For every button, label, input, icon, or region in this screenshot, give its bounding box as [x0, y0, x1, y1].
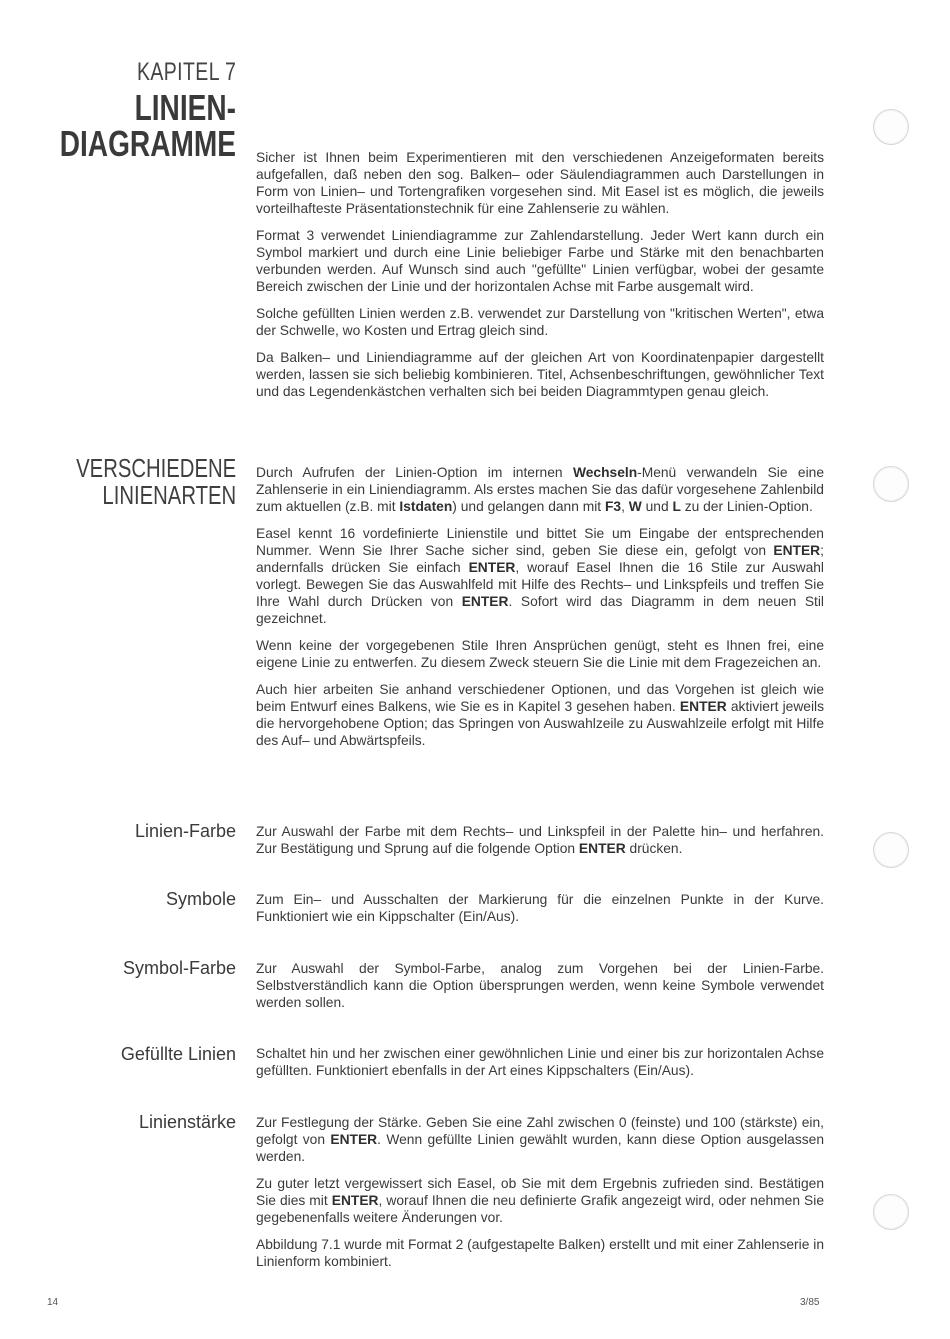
binder-hole: [873, 1194, 909, 1230]
binder-hole: [873, 109, 909, 145]
option-heading-linienstaerke: Linienstärke: [138, 1112, 236, 1132]
option-heading-symbole: Symbole: [165, 889, 236, 909]
chapter-title-line2: DIAGRAMME: [59, 123, 236, 164]
paragraph: Solche gefüllten Linien werden z.B. verwendet zur Darstellung von "kritischen Werten", etwa der Schwelle, wo Kosten und Ertrag gleich sind.: [256, 306, 824, 338]
option-text-linienstaerke: Zur Festlegung der Stärke. Geben Sie eine Zahl zwischen 0 (feinste) und 100 (stärkste) ein, gefolgt von ENTER. Wenn gefüllte Linien gewählt wurden, kann diese Option ausgelassen werden. Zu guter letzt vergewissert sich Easel, ob Sie mit dem Ergebnis zufrieden sind. Bestätigen Sie dies mit ENTER, worauf Ihnen die neu definierte Grafik angezeigt wird, oder nehmen Sie gegebenenfalls weitere Änderungen vor. Abbildung 7.1 wurde mit Format 2 (aufgestapelte Balken) erstellt und mit einer Zahlenserie in Linienform kombiniert.: [256, 1115, 824, 1269]
binder-hole: [873, 832, 909, 868]
paragraph: Da Balken– und Liniendiagramme auf der gleichen Art von Koordinatenpapier dargestellt werden, lassen sie sich beliebig kombinieren. Titel, Achsenbeschriftungen, gewöhnlicher Text und das Legendenkästchen verhalten sich bei beiden Diagrammtypen genau gleich.: [256, 350, 824, 399]
section-heading-line2: LINIENARTEN: [102, 480, 236, 510]
binder-hole: [873, 466, 909, 502]
paragraph: Durch Aufrufen der Linien-Option im internen Wechseln-Menü verwandeln Sie eine Zahlenserie in ein Liniendiagramm. Als erstes machen Sie das dafür vorgesehene Zahlenbild zum aktuellen (z.B. mit Istdaten) und gelangen dann mit F3, W und L zu der Linien-Option.: [256, 465, 824, 514]
option-heading-linien-farbe: Linien-Farbe: [134, 821, 236, 841]
date-code: 3/85: [800, 1297, 820, 1308]
option-text-linien-farbe: Zur Auswahl der Farbe mit dem Rechts– und Linkspfeil in der Palette hin– und herfahren. Zur Bestätigung und Sprung auf die folgende Option ENTER drücken.: [256, 824, 824, 856]
chapter-title-line1: LINIEN-: [134, 87, 236, 128]
page-number: 14: [47, 1297, 59, 1308]
option-text-gefuellte-linien: Schaltet hin und her zwischen einer gewöhnlichen Linie und einer bis zur horizontalen Achse gefüllten. Funktioniert ebenfalls in der Art eines Kippschalters (Ein/Aus).: [256, 1046, 824, 1078]
chapter-title: [59, 87, 236, 164]
chapter-label: KAPITEL 7: [136, 58, 236, 86]
option-text-symbole: Zum Ein– und Ausschalten der Markierung für die einzelnen Punkte in der Kurve. Funktioniert wie ein Kippschalter (Ein/Aus).: [256, 892, 824, 924]
paragraph: Wenn keine der vorgegebenen Stile Ihren Ansprüchen genügt, steht es Ihnen frei, eine eigene Linie zu entwerfen. Zu diesem Zweck steuern Sie die Linie mit dem Fragezeichen an.: [256, 638, 824, 670]
paragraph: Format 3 verwendet Liniendiagramme zur Zahlendarstellung. Jeder Wert kann durch ein Symbol markiert und durch eine Linie beliebiger Farbe und Stärke mit den benachbarten verbunden werden. Auf Wunsch sind auch "gefüllte" Linien verfügbar, wobei der gesamte Bereich zwischen der Linie und der horizontalen Achse mit Farbe ausgemalt wird.: [256, 228, 824, 294]
option-text-symbol-farbe: Zur Auswahl der Symbol-Farbe, analog zum Vorgehen bei der Linien-Farbe. Selbstverständlich kann die Option übersprungen werden, wenn keine Symbole verwendet werden sollen.: [256, 961, 824, 1010]
paragraph: Easel kennt 16 vordefinierte Linienstile und bittet Sie um Eingabe der entsprechenden Nummer. Wenn Sie Ihrer Sache sicher sind, geben Sie diese ein, gefolgt von ENTER; andernfalls drücken Sie einfach ENTER, worauf Easel Ihnen die 16 Stile zur Auswahl vorlegt. Bewegen Sie das Auswahlfeld mit Hilfe des Rechts– und Linkspfeils und treffen Sie Ihre Wahl durch Drücken von ENTER. Sofort wird das Diagramm in dem neuen Stil gezeichnet.: [256, 526, 824, 626]
paragraph: Sicher ist Ihnen beim Experimentieren mit den verschiedenen Anzeigeformaten bereits aufgefallen, daß neben den sog. Balken– oder Säulendiagrammen auch Darstellungen in Form von Linien– und Tortengrafiken vorgesehen sind. Mit Easel ist es möglich, die jeweils vorteilhafteste Präsentationstechnik für eine Zahlenserie zu wählen.: [256, 150, 824, 216]
section-heading-line1: VERSCHIEDENE: [75, 453, 236, 483]
option-heading-gefuellte-linien: Gefüllte Linien: [120, 1044, 236, 1064]
section-heading: [76, 455, 236, 509]
paragraph: Auch hier arbeiten Sie anhand verschiedener Optionen, und das Vorgehen ist gleich wie beim Entwurf eines Balkens, wie Sie es in Kapitel 3 gesehen haben. ENTER aktiviert jeweils die hervorgehobene Option; das Springen von Auswahlzeile zu Auswahlzeile erfolgt mit Hilfe des Auf– und Abwärtspfeils.: [256, 682, 825, 748]
intro-text: [256, 149, 824, 410]
option-heading-symbol-farbe: Symbol-Farbe: [122, 958, 236, 978]
section-text: [256, 464, 824, 759]
